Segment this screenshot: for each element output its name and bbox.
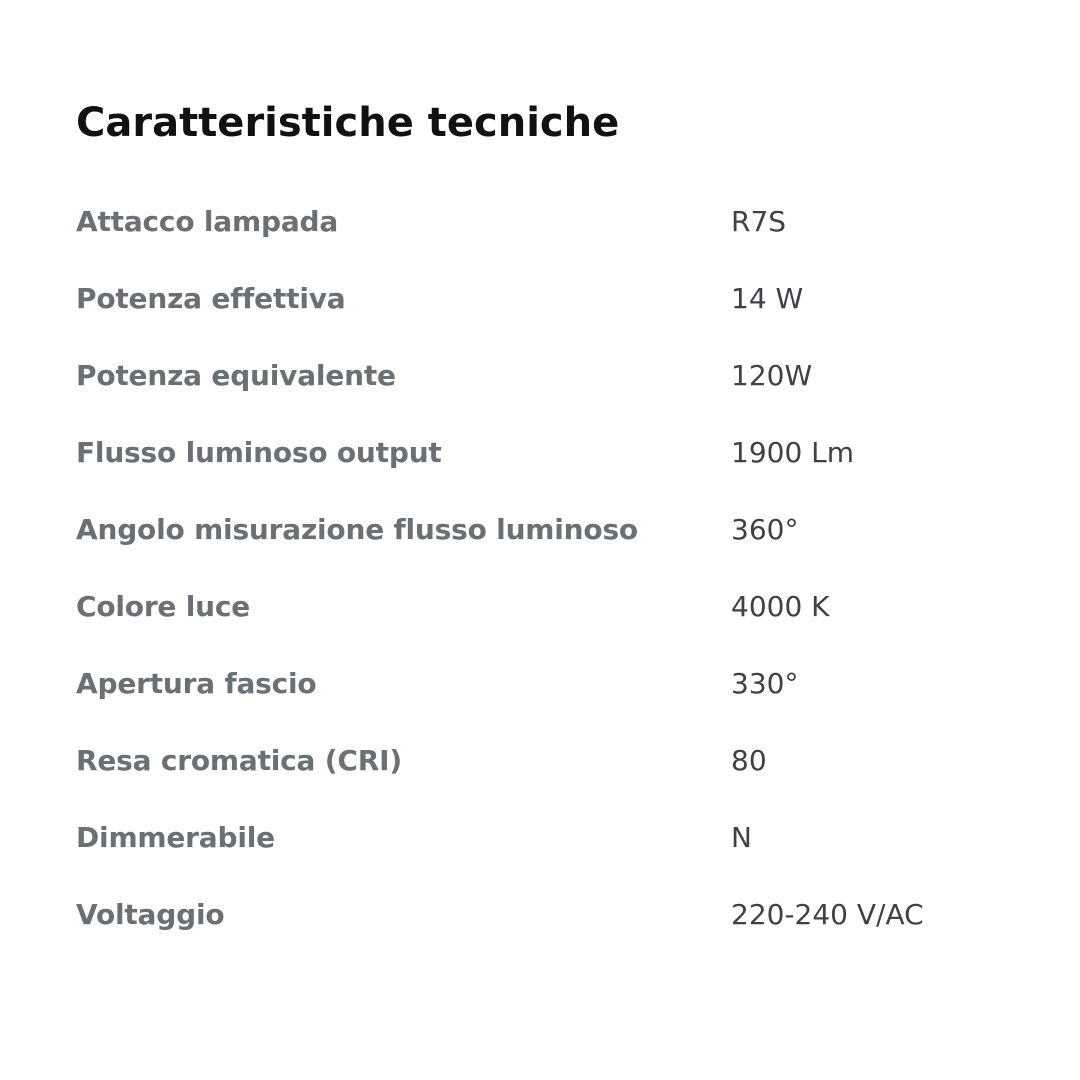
spec-row-voltaggio bbox=[76, 876, 1036, 953]
spec-value: N bbox=[731, 821, 752, 854]
spec-label: Angolo misurazione flusso luminoso bbox=[76, 513, 638, 546]
spec-label: Dimmerabile bbox=[76, 821, 275, 854]
spec-row-flusso-luminoso bbox=[76, 414, 1036, 491]
spec-value: 4000 K bbox=[731, 590, 830, 623]
spec-label: Flusso luminoso output bbox=[76, 436, 442, 469]
spec-label: Apertura fascio bbox=[76, 667, 317, 700]
spec-row-dimmerabile bbox=[76, 799, 1036, 876]
spec-value: 330° bbox=[731, 667, 799, 700]
section-title: Caratteristiche tecniche bbox=[76, 100, 620, 146]
spec-value: R7S bbox=[731, 205, 787, 238]
spec-value: 1900 Lm bbox=[731, 436, 855, 469]
spec-value: 220-240 V/AC bbox=[731, 898, 924, 931]
spec-label: Attacco lampada bbox=[76, 205, 339, 238]
spec-row-colore-luce bbox=[76, 568, 1036, 645]
spec-row-apertura-fascio bbox=[76, 645, 1036, 722]
spec-value: 360° bbox=[731, 513, 799, 546]
spec-label: Potenza effettiva bbox=[76, 282, 346, 315]
spec-value: 14 W bbox=[731, 282, 804, 315]
spec-value: 80 bbox=[731, 744, 767, 777]
spec-row-angolo-misurazione bbox=[76, 491, 1036, 568]
spec-label: Colore luce bbox=[76, 590, 251, 623]
spec-label: Resa cromatica (CRI) bbox=[76, 744, 402, 777]
spec-table bbox=[76, 183, 1036, 953]
spec-row-potenza-equivalente bbox=[76, 337, 1036, 414]
spec-row-attacco-lampada bbox=[76, 183, 1036, 260]
spec-value: 120W bbox=[731, 359, 813, 392]
spec-row-potenza-effettiva bbox=[76, 260, 1036, 337]
spec-row-resa-cromatica bbox=[76, 722, 1036, 799]
spec-label: Voltaggio bbox=[76, 898, 225, 931]
spec-label: Potenza equivalente bbox=[76, 359, 396, 392]
